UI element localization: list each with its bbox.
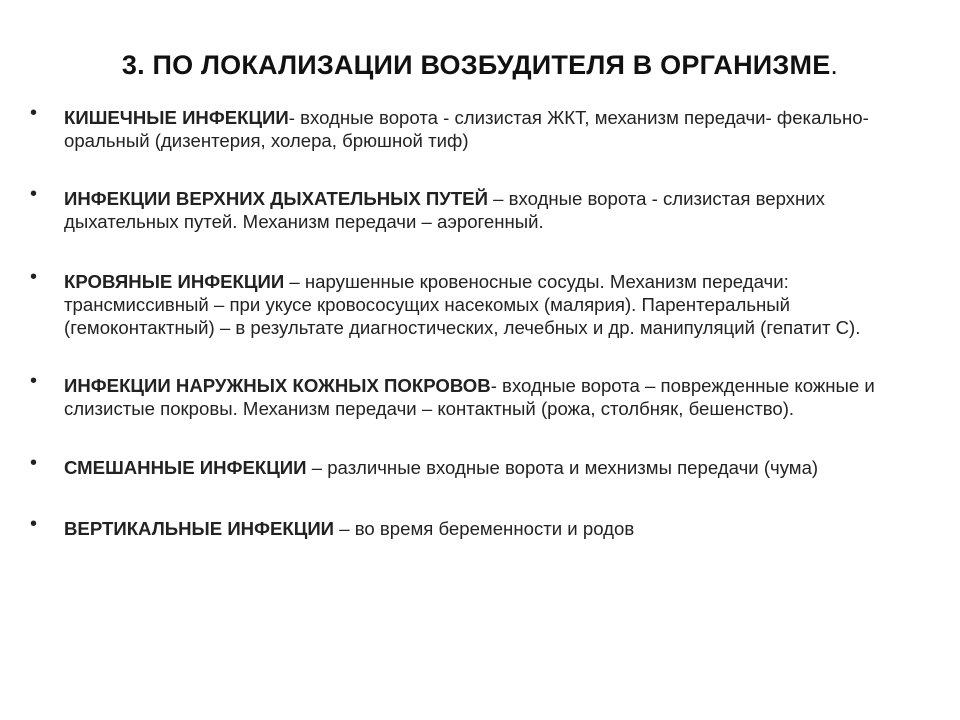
list-item-blood [30,266,910,339]
slide-title [0,50,960,81]
list-item-vertical [30,513,910,540]
list-item-intestinal [30,102,910,152]
list-item-mixed [30,452,910,479]
item-text: - входные ворота – поврежденные кожные и слизистые покровы. Механизм передачи – контактный (рожа, столбняк, бешенство). [64,375,875,419]
item-text: – различные входные ворота и мехнизмы передачи (чума) [306,457,819,478]
list-item-skin [30,370,910,420]
item-text: – нарушенные кровеносные сосуды. Механизм передачи: трансмиссивный – при укусе кровососущих насекомых (малярия). Парентеральный (гемоконтактный) – в результате диагностических, лечебных и др. манипуляций (гепатит С). [64,271,861,338]
item-text: - входные ворота - слизистая ЖКТ, механизм передачи- фекально-оральный (дизентерия, холера, брюшной тиф) [64,107,869,151]
item-heading: КИШЕЧНЫЕ ИНФЕКЦИИ [64,107,289,128]
item-heading: КРОВЯНЫЕ ИНФЕКЦИИ [64,271,285,292]
bullet-icon: • [30,452,38,474]
item-heading: СМЕШАННЫЕ ИНФЕКЦИИ [64,457,307,478]
infection-list [30,102,910,540]
bullet-icon: • [30,513,38,535]
item-text: – во время беременности и родов [334,518,635,539]
item-heading: ИНФЕКЦИИ ВЕРХНИХ ДЫХАТЕЛЬНЫХ ПУТЕЙ [64,188,488,209]
list-item-respiratory [30,183,910,233]
item-heading: ВЕРТИКАЛЬНЫЕ ИНФЕКЦИИ [64,518,335,539]
slide-title-text: 3. ПО ЛОКАЛИЗАЦИИ ВОЗБУДИТЕЛЯ В ОРГАНИЗМЕ [121,50,831,80]
bullet-icon: • [30,102,38,124]
bullet-icon: • [30,370,38,392]
bullet-icon: • [30,266,38,288]
item-heading: ИНФЕКЦИИ НАРУЖНЫХ КОЖНЫХ ПОКРОВОВ [64,375,491,396]
item-text: – входные ворота - слизистая верхних дыхательных путей. Механизм передачи – аэрогенный. [64,188,825,232]
bullet-icon: • [30,183,38,205]
slide-title-period: . [830,50,839,80]
